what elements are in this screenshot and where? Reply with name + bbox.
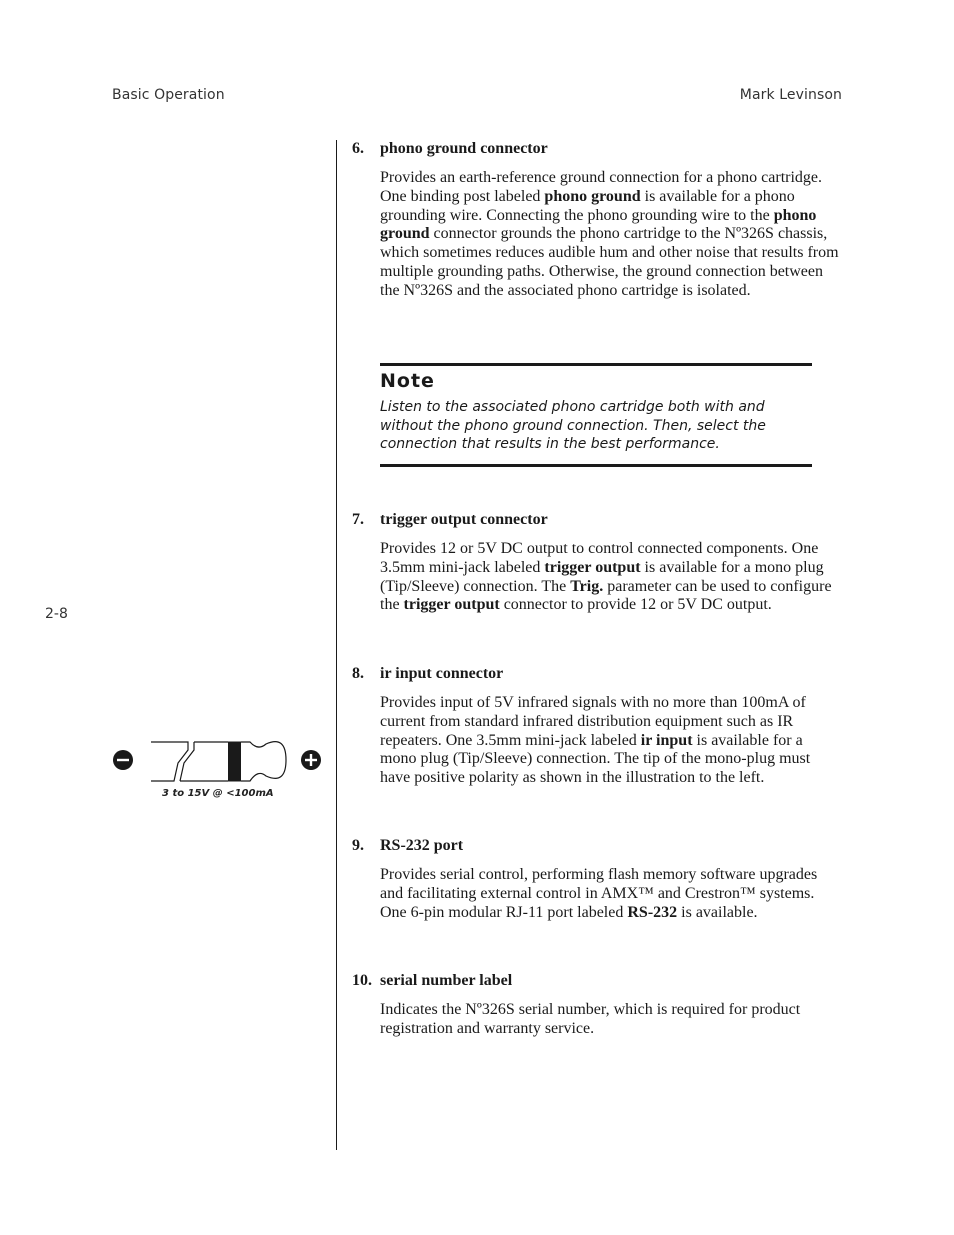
section-serial-number xyxy=(352,971,842,1039)
section-body: Indicates the Nº326S serial number, which is required for product registration and warranty service. xyxy=(380,1001,801,1037)
note-box xyxy=(380,363,812,467)
note-body: Listen to the associated phono cartridge both with and without the phono ground connection. Then, select the connection that results in the best performance. xyxy=(380,399,766,452)
section-number: 9. xyxy=(352,837,364,854)
section-ir-input xyxy=(352,664,842,788)
section-title xyxy=(352,139,842,158)
plus-circle-icon xyxy=(301,750,321,770)
section-rs232-port xyxy=(352,836,842,922)
section-body: Provides an earth-reference ground connection for a phono cartridge. One binding post labeled phono ground is available for a phono grounding wire. Connecting the phono grounding wire to the phono ground connector grounds the phono cartridge to the Nº326S chassis, which sometimes reduces audible hum and other noise that results from multiple grounding paths. Otherwise, the ground connection between the Nº326S and the associated phono cartridge is isolated. xyxy=(380,169,839,299)
note-title: Note xyxy=(380,370,435,392)
column-divider xyxy=(336,140,337,1150)
running-header-section: Basic Operation xyxy=(112,87,225,103)
section-heading: trigger output connector xyxy=(380,511,548,528)
bold-term: trigger output xyxy=(403,596,500,614)
section-title xyxy=(352,664,842,683)
section-trigger-output xyxy=(352,510,842,615)
section-heading: ir input connector xyxy=(380,665,504,682)
section-number: 8. xyxy=(352,665,364,682)
running-header-brand: Mark Levinson xyxy=(739,87,842,103)
section-number: 7. xyxy=(352,511,364,528)
section-number: 10. xyxy=(352,972,372,989)
section-title xyxy=(352,836,842,855)
bold-term: ir input xyxy=(640,731,693,749)
plug-body xyxy=(151,742,286,781)
section-heading: RS-232 port xyxy=(380,837,464,854)
section-body: Provides 12 or 5V DC output to control connected components. One 3.5mm mini-jack labeled trigger output is available for a mono plug (Tip/Sleeve) connection. The Trig. parameter can be used to configure the trigger output connector to provide 12 or 5V DC output. xyxy=(380,540,832,614)
bold-term: phono ground xyxy=(380,206,817,243)
bold-term: Trig. xyxy=(570,577,604,595)
section-number: 6. xyxy=(352,140,364,157)
section-heading: phono ground connector xyxy=(380,140,548,157)
section-title xyxy=(352,510,842,529)
page-number: 2-8 xyxy=(45,606,68,622)
plug-caption: 3 to 15V @ <100mA xyxy=(162,788,274,799)
bold-term: RS-232 xyxy=(627,903,678,921)
section-phono-ground xyxy=(352,139,842,301)
bold-term: phono ground xyxy=(544,187,641,205)
section-body: Provides input of 5V infrared signals with no more than 100mA of current from standard infrared distribution equipment such as IR repeaters. One 3.5mm mini-jack labeled ir input is available for a mono plug (Tip/Sleeve) connection. The tip of the mono-plug must have positive polarity as shown in the illustration to the left. xyxy=(380,694,811,787)
section-heading: serial number label xyxy=(380,972,513,989)
section-title xyxy=(352,971,842,990)
plug-insulator-band xyxy=(228,742,241,782)
minus-circle-icon xyxy=(113,750,133,770)
section-body: Provides serial control, performing flash memory software upgrades and facilitating external control in AMX™ and Crestron™ systems. One 6-pin modular RJ-11 port labeled RS-232 is available. xyxy=(380,866,818,921)
bold-term: trigger output xyxy=(544,558,641,576)
